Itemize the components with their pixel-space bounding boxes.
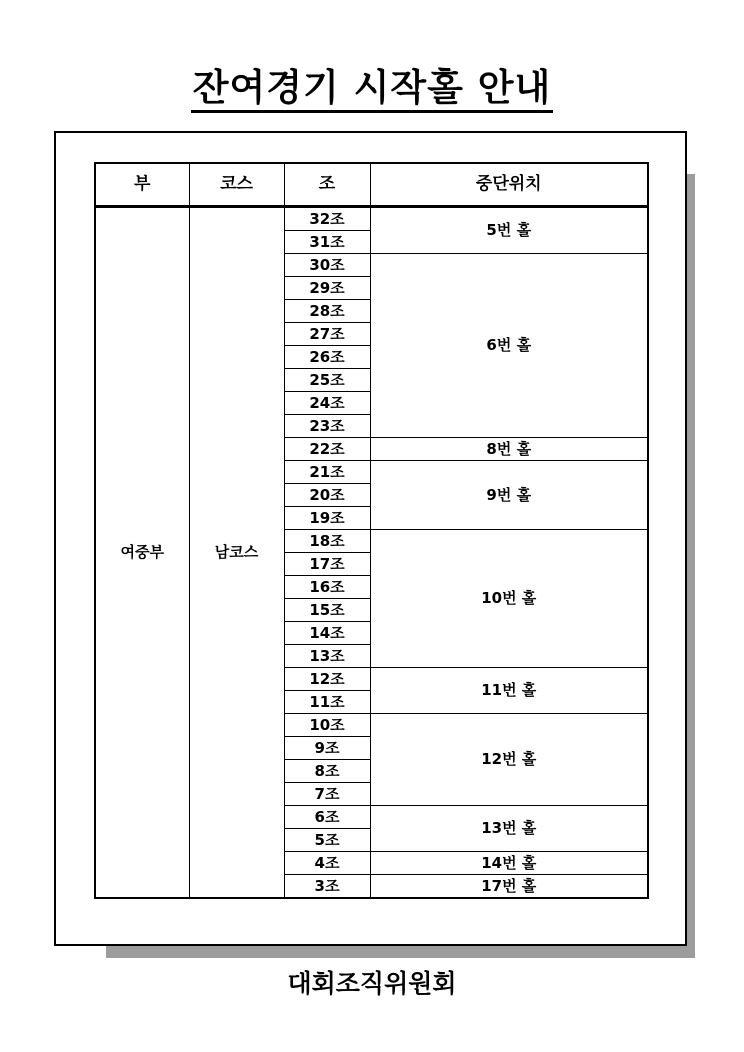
group-cell: 19조 (284, 507, 370, 530)
group-cell: 26조 (284, 346, 370, 369)
group-cell: 8조 (284, 760, 370, 783)
stop-position-cell: 6번 홀 (370, 254, 648, 438)
group-cell: 10조 (284, 714, 370, 737)
stop-position-cell: 11번 홀 (370, 668, 648, 714)
document-frame (54, 131, 687, 946)
group-cell: 15조 (284, 599, 370, 622)
group-cell: 29조 (284, 277, 370, 300)
stop-position-cell: 14번 홀 (370, 852, 648, 875)
group-cell: 27조 (284, 323, 370, 346)
stop-position-cell: 8번 홀 (370, 438, 648, 461)
group-cell: 22조 (284, 438, 370, 461)
stop-position-cell: 17번 홀 (370, 875, 648, 899)
group-cell: 7조 (284, 783, 370, 806)
header-stop-position: 중단위치 (370, 163, 648, 207)
header-course: 코스 (189, 163, 284, 207)
group-cell: 14조 (284, 622, 370, 645)
group-cell: 21조 (284, 461, 370, 484)
group-cell: 13조 (284, 645, 370, 668)
start-hole-table (94, 162, 649, 899)
organizer: 대회조직위원회 (287, 969, 457, 998)
group-cell: 3조 (284, 875, 370, 899)
group-cell: 17조 (284, 553, 370, 576)
header-group: 조 (284, 163, 370, 207)
group-cell: 28조 (284, 300, 370, 323)
group-cell: 31조 (284, 231, 370, 254)
group-cell: 4조 (284, 852, 370, 875)
stop-position-cell: 13번 홀 (370, 806, 648, 852)
group-cell: 20조 (284, 484, 370, 507)
division-cell: 여중부 (95, 207, 189, 899)
table-row (95, 207, 648, 231)
course-cell: 남코스 (189, 207, 284, 899)
group-cell: 23조 (284, 415, 370, 438)
table-body (95, 207, 648, 899)
group-cell: 24조 (284, 392, 370, 415)
group-cell: 32조 (284, 207, 370, 231)
header-division: 부 (95, 163, 189, 207)
group-cell: 6조 (284, 806, 370, 829)
group-cell: 18조 (284, 530, 370, 553)
page-title-text: 잔여경기 시작홀 안내 (191, 66, 553, 113)
group-cell: 11조 (284, 691, 370, 714)
stop-position-cell: 12번 홀 (370, 714, 648, 806)
stop-position-cell: 10번 홀 (370, 530, 648, 668)
group-cell: 9조 (284, 737, 370, 760)
group-cell: 25조 (284, 369, 370, 392)
stop-position-cell: 5번 홀 (370, 207, 648, 254)
group-cell: 5조 (284, 829, 370, 852)
group-cell: 16조 (284, 576, 370, 599)
group-cell: 30조 (284, 254, 370, 277)
stop-position-cell: 9번 홀 (370, 461, 648, 530)
page-title (0, 64, 744, 112)
group-cell: 12조 (284, 668, 370, 691)
table-header-row (95, 163, 648, 207)
